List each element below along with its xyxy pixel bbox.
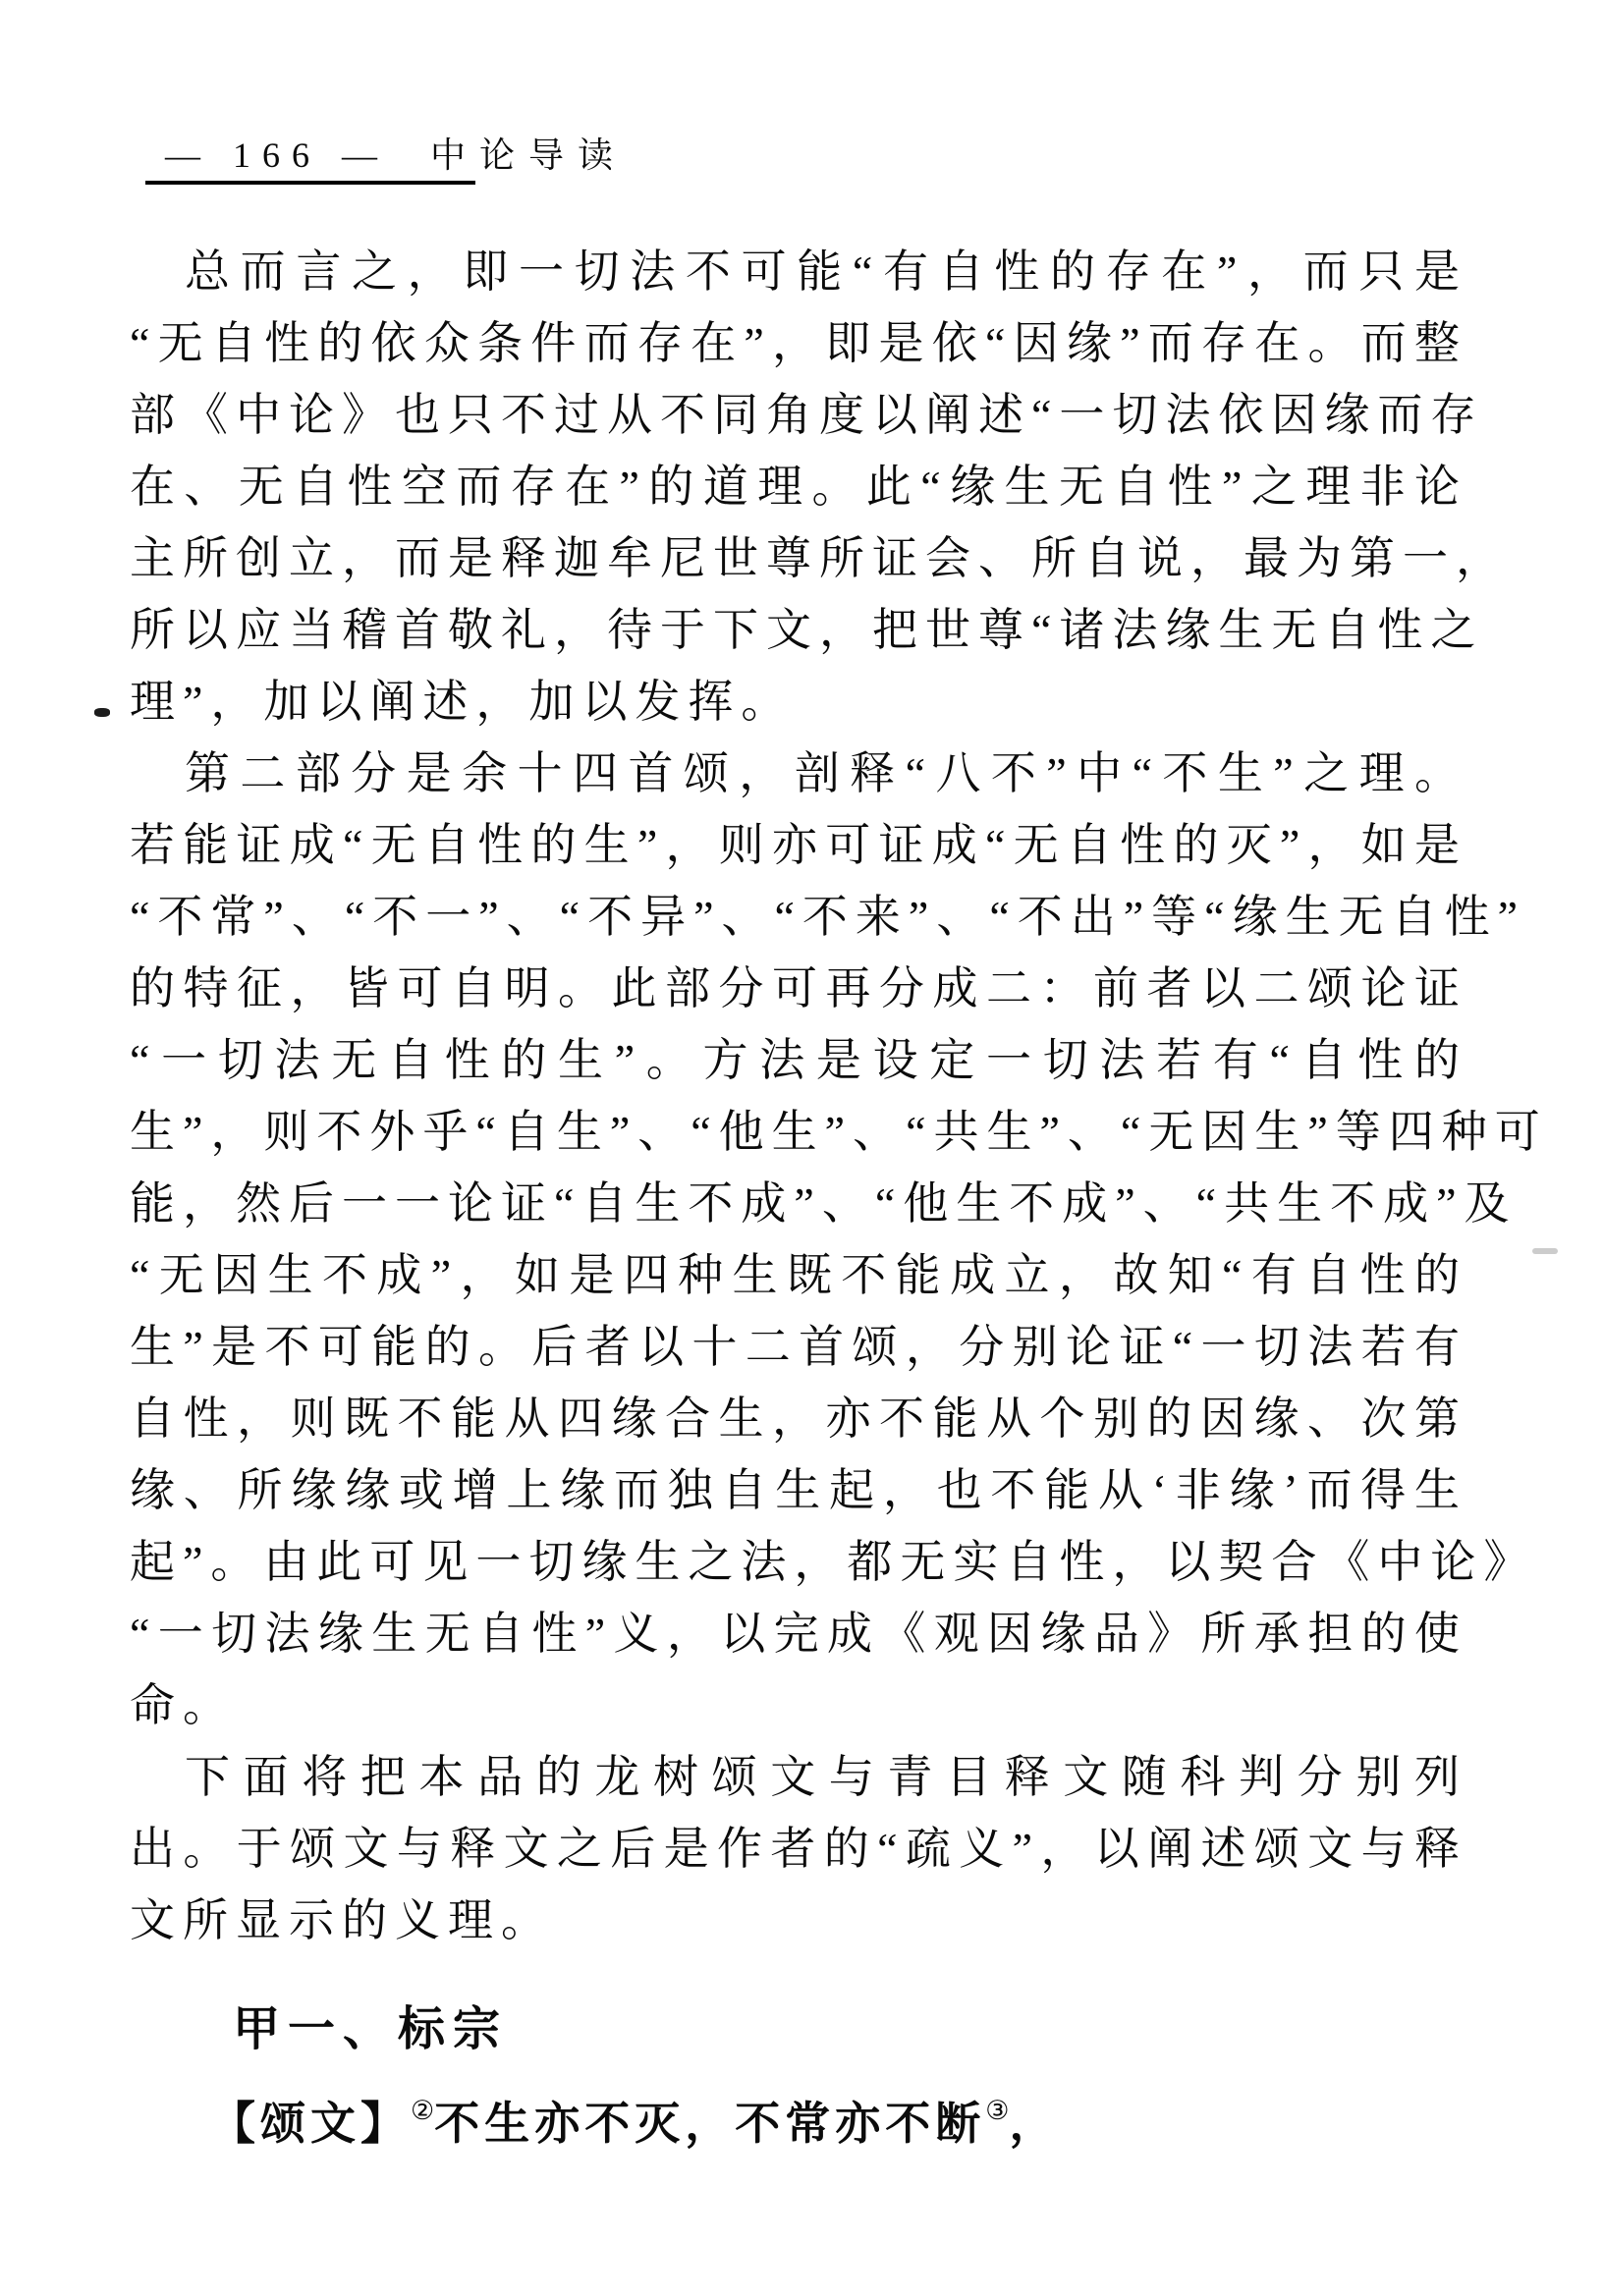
body-line: “无自性的依众条件而存在”，即是依“因缘”而存在。而整: [130, 318, 1467, 368]
body-line: 总而言之，即一切法不可能“有自性的存在”，而只是: [185, 246, 1467, 297]
body-line: 出。于颂文与释文之后是作者的“疏义”，以阐述颂文与释: [130, 1824, 1467, 1874]
body-line: 文所显示的义理。: [130, 1895, 554, 1945]
footnote-marker-3: ③: [985, 2096, 1010, 2125]
body-line: 若能证成“无自性的生”，则亦可证成“无自性的灭”，如是: [130, 820, 1467, 870]
body-line: 第二部分是余十四首颂，剖释“八不”中“不生”之理。: [185, 748, 1467, 798]
body-line: 生”，则不外乎“自生”、“他生”、“共生”、“无因生”等四种可: [130, 1107, 1548, 1157]
body-line: “无因生不成”，如是四种生既不能成立，故知“有自性的: [130, 1250, 1467, 1300]
scan-speck-right: [1532, 1248, 1558, 1254]
body-line: 的特征，皆可自明。此部分可再分成二：前者以二颂论证: [130, 963, 1467, 1013]
body-text: [130, 236, 1548, 1956]
body-line: 下面将把本品的龙树颂文与青目释文随科判分别列: [185, 1752, 1467, 1802]
body-line: “不常”、“不一”、“不异”、“不来”、“不出”等“缘生无自性”: [130, 892, 1526, 942]
book-title: 中论导读: [430, 136, 628, 175]
body-line: 主所创立，而是释迦牟尼世尊所证会、所自说，最为第一，: [130, 533, 1509, 583]
body-line: 自性，则既不能从四缘合生，亦不能从个别的因缘、次第: [130, 1394, 1467, 1444]
verse-tail-punctuation: ，: [1009, 2099, 1060, 2149]
body-line: 能，然后一一论证“自生不成”、“他生不成”、“共生不成”及: [130, 1178, 1518, 1229]
body-line: 命。: [130, 1680, 236, 1730]
body-line: 所以应当稽首敬礼，待于下文，把世尊“诸法缘生无自性之: [130, 605, 1484, 655]
verse-line: [210, 2076, 1059, 2159]
running-header: [165, 134, 627, 177]
body-line: 起”。由此可见一切缘生之法，都无实自性，以契合《中论》: [130, 1537, 1537, 1587]
scan-speck-left: [94, 708, 110, 717]
body-line: 部《中论》也只不过从不同角度以阐述“一切法依因缘而存: [130, 390, 1484, 440]
section-heading: 甲一、标宗: [233, 2003, 509, 2055]
header-rule: [145, 181, 475, 185]
body-line: “一切法无自性的生”。方法是设定一切法若有“自性的: [130, 1035, 1467, 1085]
verse-label: 【颂文】: [210, 2099, 411, 2149]
page-number: — 166 —: [165, 136, 389, 175]
body-line: 在、无自性空而存在”的道理。此“缘生无自性”之理非论: [130, 462, 1467, 512]
verse-text: 不生亦不灭，不常亦不断: [434, 2099, 986, 2149]
body-line: 缘、所缘缘或增上缘而独自生起，也不能从‘非缘’而得生: [130, 1465, 1467, 1515]
body-line: 生”是不可能的。后者以十二首颂，分别论证“一切法若有: [130, 1322, 1467, 1372]
footnote-marker-2: ②: [411, 2096, 435, 2125]
body-line: 理”，加以阐述，加以发挥。: [130, 677, 795, 727]
body-line: “一切法缘生无自性”义，以完成《观因缘品》所承担的使: [130, 1609, 1467, 1659]
